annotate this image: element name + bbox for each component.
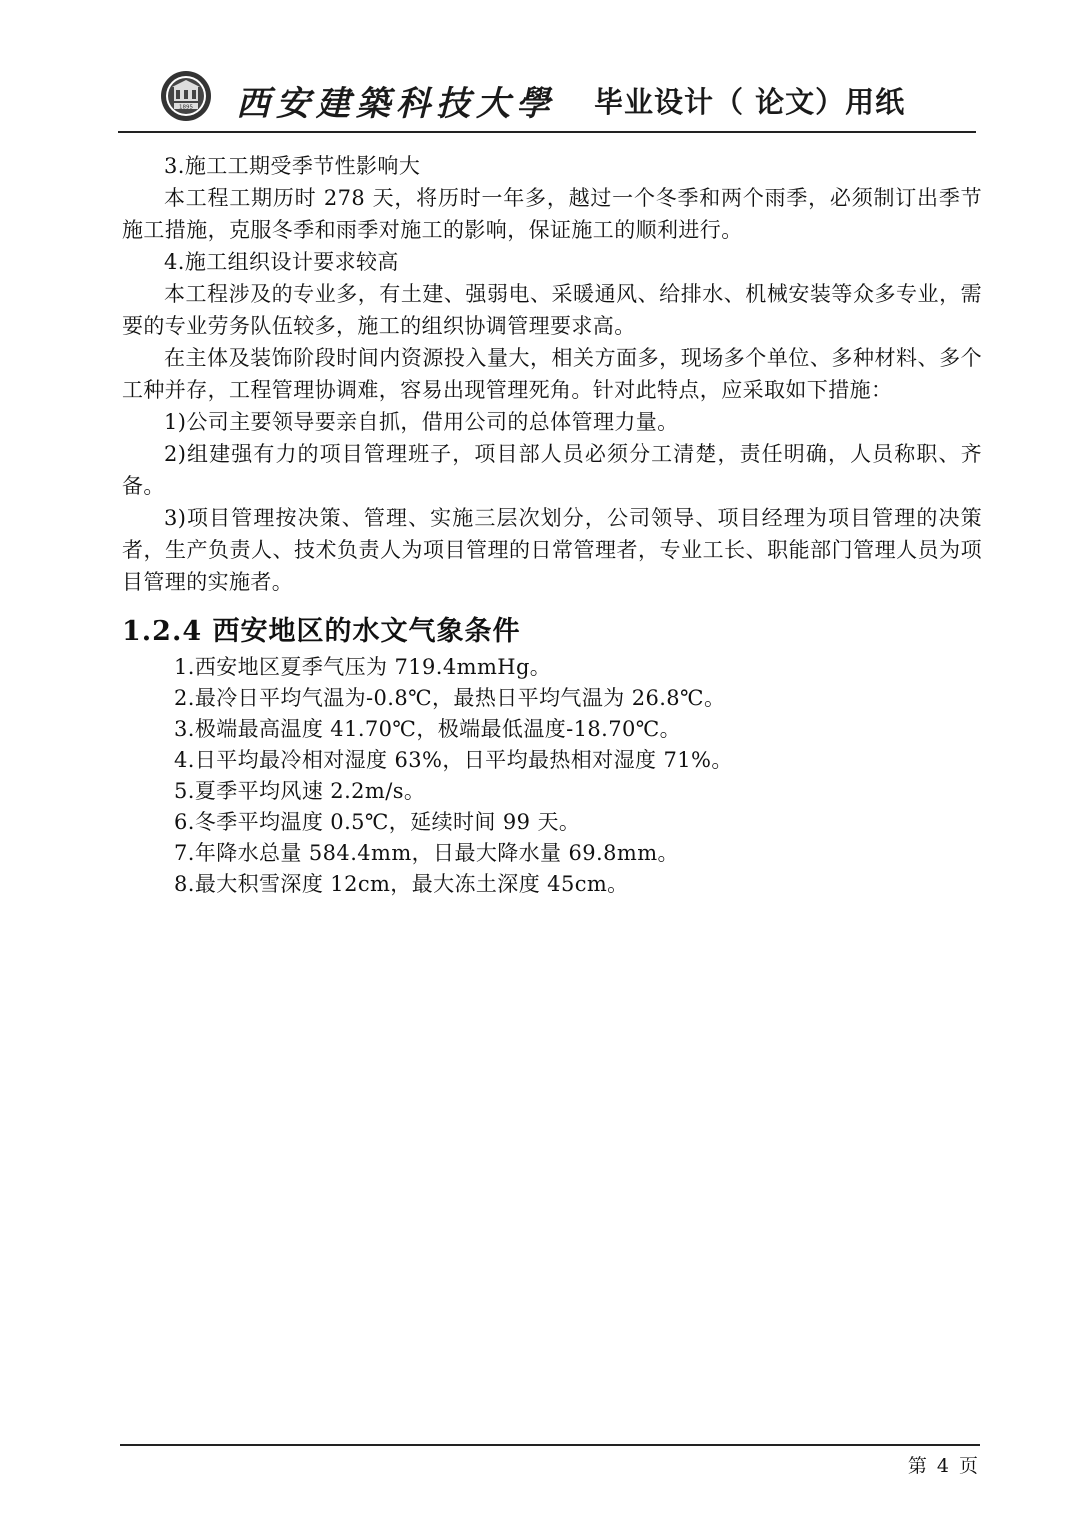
university-seal-icon bbox=[160, 70, 212, 122]
list-item: 1.西安地区夏季气压为 719.4mmHg。 bbox=[174, 655, 552, 679]
page-header bbox=[120, 62, 976, 130]
footer-divider bbox=[120, 1444, 980, 1446]
subheading-4: 4.施工组织设计要求较高 bbox=[164, 250, 399, 274]
list-item: 6.冬季平均温度 0.5℃，延续时间 99 天。 bbox=[174, 810, 581, 834]
seal-year: 1895 bbox=[179, 104, 193, 111]
measure-item: 3)项目管理按决策、管理、实施三层次划分，公司领导、项目经理为项目管理的决策者，生产负责人、技术负责人为项目管理的日常管理者，专业工长、职能部门管理人员为项目管理的实施者。 bbox=[122, 506, 982, 594]
document-body bbox=[122, 150, 982, 900]
measure-item: 1)公司主要领导要亲自抓，借用公司的总体管理力量。 bbox=[164, 410, 679, 434]
paper-type-title: 毕业设计（ 论文）用纸 bbox=[594, 85, 906, 119]
paragraph: 在主体及装饰阶段时间内资源投入量大，相关方面多，现场多个单位、多种材料、多个工种并存，工程管理协调难，容易出现管理死角。针对此特点，应采取如下措施： bbox=[122, 346, 982, 402]
subheading-3: 3.施工工期受季节性影响大 bbox=[164, 154, 421, 178]
university-name: 西安建築科技大學 bbox=[236, 84, 556, 124]
paragraph: 本工程工期历时 278 天，将历时一年多，越过一个冬季和两个雨季，必须制订出季节施工措施，克服冬季和雨季对施工的影响，保证施工的顺利进行。 bbox=[122, 186, 982, 242]
section-heading: 1.2.4 西安地区的水文气象条件 bbox=[122, 616, 521, 647]
list-item: 4.日平均最冷相对湿度 63%，日平均最热相对湿度 71%。 bbox=[174, 748, 733, 772]
measure-item: 2)组建强有力的项目管理班子，项目部人员必须分工清楚，责任明确，人员称职、齐备。 bbox=[122, 442, 982, 498]
climate-list bbox=[122, 652, 982, 900]
list-item: 7.年降水总量 584.4mm，日最大降水量 69.8mm。 bbox=[174, 841, 679, 865]
list-item: 8.最大积雪深度 12cm，最大冻土深度 45cm。 bbox=[174, 872, 629, 896]
paragraph: 本工程涉及的专业多，有土建、强弱电、采暖通风、给排水、机械安装等众多专业，需要的专业劳务队伍较多，施工的组织协调管理要求高。 bbox=[122, 282, 982, 338]
list-item: 5.夏季平均风速 2.2m/s。 bbox=[174, 779, 426, 803]
header-divider bbox=[118, 131, 976, 133]
page-number: 第 4 页 bbox=[907, 1455, 980, 1477]
list-item: 3.极端最高温度 41.70℃，极端最低温度-18.70℃。 bbox=[174, 717, 682, 741]
list-item: 2.最冷日平均气温为-0.8℃，最热日平均气温为 26.8℃。 bbox=[174, 686, 726, 710]
